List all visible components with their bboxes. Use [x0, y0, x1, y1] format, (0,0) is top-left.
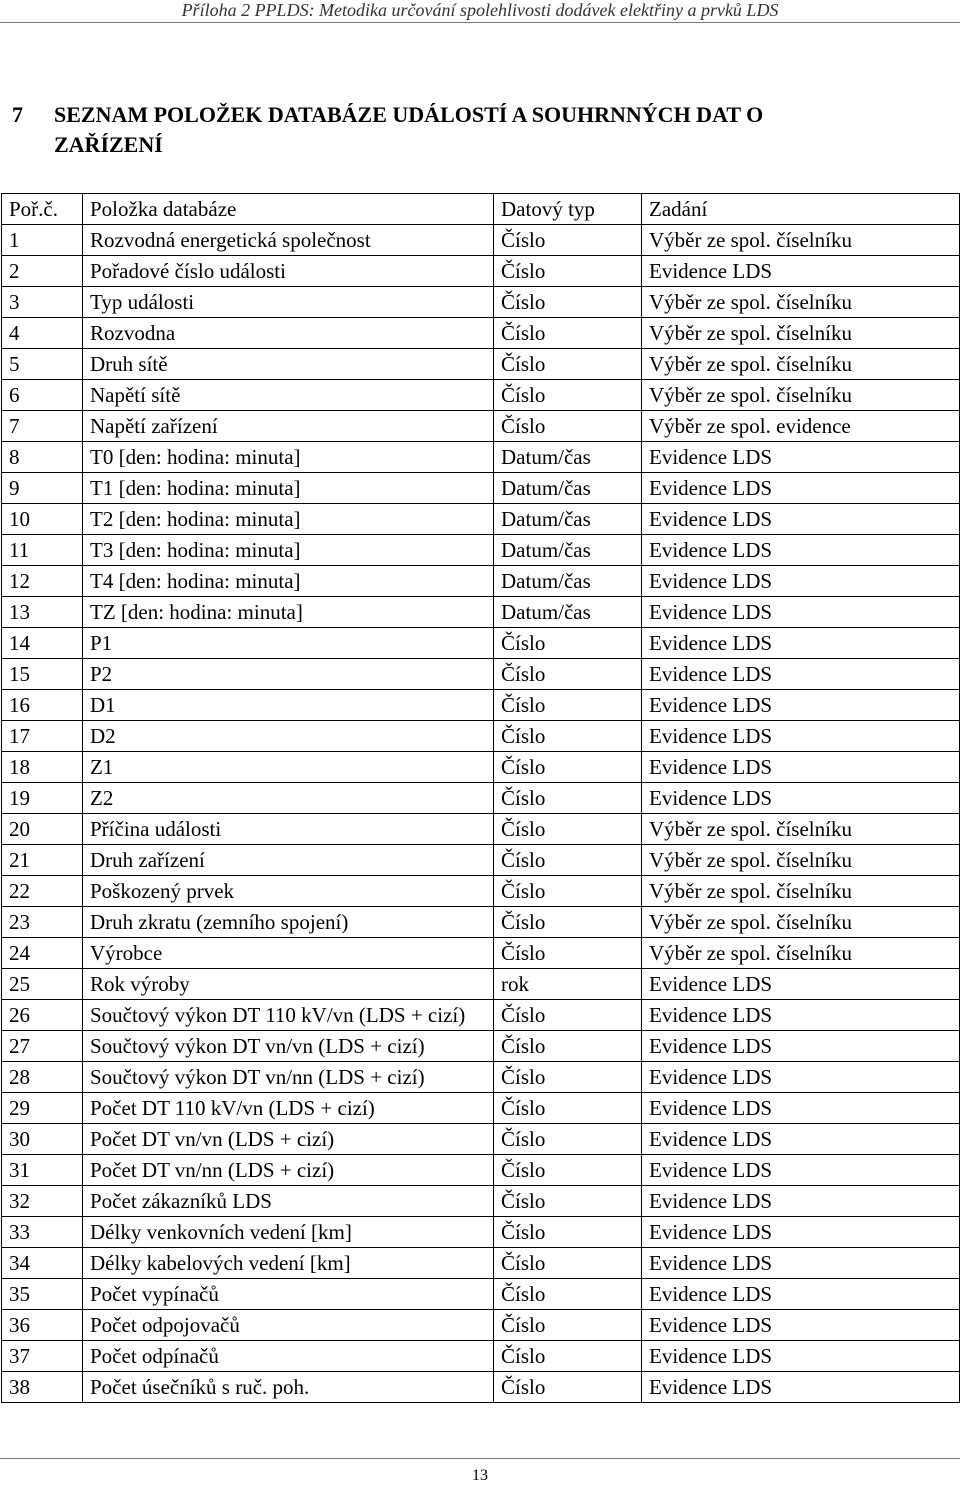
cell-input: Evidence LDS	[642, 690, 960, 721]
table-row	[2, 1000, 960, 1031]
cell-input: Evidence LDS	[642, 1155, 960, 1186]
cell-input: Výběr ze spol. číselníku	[642, 814, 960, 845]
cell-data-type: Číslo	[494, 380, 642, 411]
column-header-input: Zadání	[642, 194, 960, 225]
cell-input: Evidence LDS	[642, 535, 960, 566]
cell-item: Součtový výkon DT 110 kV/vn (LDS + cizí)	[83, 1000, 494, 1031]
cell-order: 11	[2, 535, 83, 566]
cell-input: Evidence LDS	[642, 659, 960, 690]
cell-item: Výrobce	[83, 938, 494, 969]
cell-data-type: rok	[494, 969, 642, 1000]
cell-input: Evidence LDS	[642, 1372, 960, 1403]
cell-item: Rozvodna	[83, 318, 494, 349]
cell-item: Počet DT vn/vn (LDS + cizí)	[83, 1124, 494, 1155]
cell-input: Evidence LDS	[642, 473, 960, 504]
cell-data-type: Číslo	[494, 938, 642, 969]
table-row	[2, 1310, 960, 1341]
column-header-data-type: Datový typ	[494, 194, 642, 225]
column-header-item: Položka databáze	[83, 194, 494, 225]
table-row	[2, 597, 960, 628]
cell-data-type: Číslo	[494, 225, 642, 256]
cell-data-type: Číslo	[494, 628, 642, 659]
cell-data-type: Číslo	[494, 256, 642, 287]
table-row	[2, 504, 960, 535]
cell-order: 26	[2, 1000, 83, 1031]
table-row	[2, 318, 960, 349]
table-row	[2, 566, 960, 597]
table-row	[2, 876, 960, 907]
cell-item: Počet zákazníků LDS	[83, 1186, 494, 1217]
cell-item: T0 [den: hodina: minuta]	[83, 442, 494, 473]
cell-order: 18	[2, 752, 83, 783]
cell-order: 30	[2, 1124, 83, 1155]
cell-order: 3	[2, 287, 83, 318]
cell-input: Výběr ze spol. číselníku	[642, 907, 960, 938]
cell-order: 7	[2, 411, 83, 442]
table-row	[2, 814, 960, 845]
cell-data-type: Číslo	[494, 318, 642, 349]
cell-input: Evidence LDS	[642, 1000, 960, 1031]
cell-item: Počet DT 110 kV/vn (LDS + cizí)	[83, 1093, 494, 1124]
cell-data-type: Číslo	[494, 1341, 642, 1372]
cell-data-type: Datum/čas	[494, 504, 642, 535]
cell-input: Výběr ze spol. číselníku	[642, 287, 960, 318]
cell-order: 21	[2, 845, 83, 876]
cell-order: 14	[2, 628, 83, 659]
cell-order: 19	[2, 783, 83, 814]
cell-data-type: Číslo	[494, 1124, 642, 1155]
cell-item: D1	[83, 690, 494, 721]
cell-data-type: Číslo	[494, 659, 642, 690]
table-row	[2, 1093, 960, 1124]
cell-order: 37	[2, 1341, 83, 1372]
cell-item: Poškozený prvek	[83, 876, 494, 907]
cell-data-type: Číslo	[494, 721, 642, 752]
cell-input: Evidence LDS	[642, 721, 960, 752]
table-row	[2, 1031, 960, 1062]
database-items-table	[1, 193, 960, 1403]
cell-data-type: Číslo	[494, 783, 642, 814]
cell-input: Výběr ze spol. číselníku	[642, 225, 960, 256]
cell-order: 33	[2, 1217, 83, 1248]
cell-data-type: Číslo	[494, 752, 642, 783]
cell-order: 15	[2, 659, 83, 690]
cell-item: TZ [den: hodina: minuta]	[83, 597, 494, 628]
cell-item: Počet DT vn/nn (LDS + cizí)	[83, 1155, 494, 1186]
cell-order: 23	[2, 907, 83, 938]
cell-input: Evidence LDS	[642, 1248, 960, 1279]
column-header-order: Poř.č.	[2, 194, 83, 225]
cell-data-type: Číslo	[494, 1310, 642, 1341]
cell-order: 10	[2, 504, 83, 535]
table-row	[2, 1217, 960, 1248]
cell-item: Rozvodná energetická společnost	[83, 225, 494, 256]
cell-order: 32	[2, 1186, 83, 1217]
table-header-row	[2, 194, 960, 225]
table-row	[2, 1341, 960, 1372]
table-row	[2, 1062, 960, 1093]
table-row	[2, 473, 960, 504]
cell-data-type: Číslo	[494, 1155, 642, 1186]
cell-input: Evidence LDS	[642, 1310, 960, 1341]
cell-order: 25	[2, 969, 83, 1000]
section-heading	[12, 100, 912, 160]
cell-item: Druh zkratu (zemního spojení)	[83, 907, 494, 938]
cell-data-type: Číslo	[494, 1248, 642, 1279]
cell-input: Evidence LDS	[642, 969, 960, 1000]
cell-item: T2 [den: hodina: minuta]	[83, 504, 494, 535]
cell-data-type: Číslo	[494, 1000, 642, 1031]
cell-input: Evidence LDS	[642, 504, 960, 535]
cell-data-type: Číslo	[494, 814, 642, 845]
cell-order: 17	[2, 721, 83, 752]
table-body	[2, 225, 960, 1403]
cell-data-type: Číslo	[494, 907, 642, 938]
cell-input: Evidence LDS	[642, 1031, 960, 1062]
cell-item: Druh sítě	[83, 349, 494, 380]
cell-order: 4	[2, 318, 83, 349]
cell-order: 2	[2, 256, 83, 287]
cell-item: Počet odpínačů	[83, 1341, 494, 1372]
table-row	[2, 256, 960, 287]
cell-order: 16	[2, 690, 83, 721]
table-row	[2, 380, 960, 411]
cell-order: 5	[2, 349, 83, 380]
cell-item: Součtový výkon DT vn/vn (LDS + cizí)	[83, 1031, 494, 1062]
cell-item: Z2	[83, 783, 494, 814]
page-number: 13	[472, 1467, 488, 1484]
table-row	[2, 1279, 960, 1310]
table-row	[2, 690, 960, 721]
cell-data-type: Datum/čas	[494, 473, 642, 504]
cell-order: 35	[2, 1279, 83, 1310]
cell-item: Délky kabelových vedení [km]	[83, 1248, 494, 1279]
cell-item: Druh zařízení	[83, 845, 494, 876]
table-row	[2, 659, 960, 690]
footer-divider	[0, 1458, 960, 1459]
cell-data-type: Číslo	[494, 1217, 642, 1248]
cell-data-type: Číslo	[494, 1031, 642, 1062]
cell-data-type: Číslo	[494, 1279, 642, 1310]
cell-input: Evidence LDS	[642, 566, 960, 597]
cell-item: Typ události	[83, 287, 494, 318]
cell-item: Napětí sítě	[83, 380, 494, 411]
cell-order: 28	[2, 1062, 83, 1093]
cell-data-type: Datum/čas	[494, 535, 642, 566]
cell-item: Délky venkovních vedení [km]	[83, 1217, 494, 1248]
cell-input: Evidence LDS	[642, 752, 960, 783]
table-row	[2, 721, 960, 752]
table-row	[2, 287, 960, 318]
cell-item: Počet úsečníků s ruč. poh.	[83, 1372, 494, 1403]
table-row	[2, 938, 960, 969]
cell-data-type: Číslo	[494, 1372, 642, 1403]
cell-item: T1 [den: hodina: minuta]	[83, 473, 494, 504]
table-row	[2, 1124, 960, 1155]
cell-input: Výběr ze spol. číselníku	[642, 876, 960, 907]
table-row	[2, 225, 960, 256]
cell-data-type: Datum/čas	[494, 566, 642, 597]
cell-input: Evidence LDS	[642, 628, 960, 659]
table-row	[2, 1248, 960, 1279]
cell-input: Evidence LDS	[642, 1279, 960, 1310]
cell-input: Výběr ze spol. číselníku	[642, 349, 960, 380]
table-row	[2, 1372, 960, 1403]
cell-item: Z1	[83, 752, 494, 783]
section-number: 7	[12, 102, 23, 127]
table-row	[2, 1155, 960, 1186]
table-row	[2, 535, 960, 566]
cell-order: 6	[2, 380, 83, 411]
table-row	[2, 628, 960, 659]
table-row	[2, 845, 960, 876]
table-row	[2, 969, 960, 1000]
cell-data-type: Číslo	[494, 1062, 642, 1093]
section-heading-line-2	[12, 130, 912, 160]
cell-item: P2	[83, 659, 494, 690]
cell-data-type: Číslo	[494, 349, 642, 380]
cell-order: 36	[2, 1310, 83, 1341]
table-row	[2, 411, 960, 442]
cell-input: Evidence LDS	[642, 597, 960, 628]
table-row	[2, 752, 960, 783]
cell-order: 34	[2, 1248, 83, 1279]
cell-item: T4 [den: hodina: minuta]	[83, 566, 494, 597]
cell-input: Evidence LDS	[642, 783, 960, 814]
cell-order: 13	[2, 597, 83, 628]
cell-order: 20	[2, 814, 83, 845]
cell-order: 27	[2, 1031, 83, 1062]
cell-item: Počet odpojovačů	[83, 1310, 494, 1341]
cell-input: Výběr ze spol. číselníku	[642, 938, 960, 969]
cell-input: Evidence LDS	[642, 1124, 960, 1155]
cell-order: 22	[2, 876, 83, 907]
cell-item: Počet vypínačů	[83, 1279, 494, 1310]
cell-input: Výběr ze spol. evidence	[642, 411, 960, 442]
cell-input: Evidence LDS	[642, 442, 960, 473]
cell-data-type: Číslo	[494, 845, 642, 876]
section-title-continued: ZAŘÍZENÍ	[54, 132, 163, 157]
cell-item: D2	[83, 721, 494, 752]
cell-data-type: Číslo	[494, 876, 642, 907]
section-heading-line-1	[12, 100, 912, 130]
cell-order: 38	[2, 1372, 83, 1403]
table-row	[2, 783, 960, 814]
cell-data-type: Číslo	[494, 1186, 642, 1217]
cell-item: Napětí zařízení	[83, 411, 494, 442]
cell-item: T3 [den: hodina: minuta]	[83, 535, 494, 566]
cell-item: Rok výroby	[83, 969, 494, 1000]
table-row	[2, 1186, 960, 1217]
cell-order: 31	[2, 1155, 83, 1186]
cell-input: Evidence LDS	[642, 1186, 960, 1217]
cell-item: Součtový výkon DT vn/nn (LDS + cizí)	[83, 1062, 494, 1093]
cell-data-type: Číslo	[494, 411, 642, 442]
cell-input: Výběr ze spol. číselníku	[642, 380, 960, 411]
table-row	[2, 907, 960, 938]
cell-input: Evidence LDS	[642, 1093, 960, 1124]
cell-data-type: Datum/čas	[494, 597, 642, 628]
cell-input: Výběr ze spol. číselníku	[642, 845, 960, 876]
cell-order: 12	[2, 566, 83, 597]
cell-input: Evidence LDS	[642, 1217, 960, 1248]
table-row	[2, 442, 960, 473]
cell-input: Evidence LDS	[642, 1341, 960, 1372]
cell-item: Příčina události	[83, 814, 494, 845]
cell-item: Pořadové číslo události	[83, 256, 494, 287]
cell-data-type: Datum/čas	[494, 442, 642, 473]
cell-data-type: Číslo	[494, 287, 642, 318]
cell-input: Evidence LDS	[642, 256, 960, 287]
cell-order: 9	[2, 473, 83, 504]
table-row	[2, 349, 960, 380]
running-header: Příloha 2 PPLDS: Metodika určování spolehlivosti dodávek elektřiny a prvků LDS	[0, 0, 960, 23]
cell-order: 1	[2, 225, 83, 256]
cell-item: P1	[83, 628, 494, 659]
cell-data-type: Číslo	[494, 1093, 642, 1124]
section-title: SEZNAM POLOŽEK DATABÁZE UDÁLOSTÍ A SOUHRNNÝCH DAT O	[54, 102, 764, 127]
cell-order: 8	[2, 442, 83, 473]
cell-order: 24	[2, 938, 83, 969]
cell-order: 29	[2, 1093, 83, 1124]
cell-input: Evidence LDS	[642, 1062, 960, 1093]
cell-data-type: Číslo	[494, 690, 642, 721]
cell-input: Výběr ze spol. číselníku	[642, 318, 960, 349]
